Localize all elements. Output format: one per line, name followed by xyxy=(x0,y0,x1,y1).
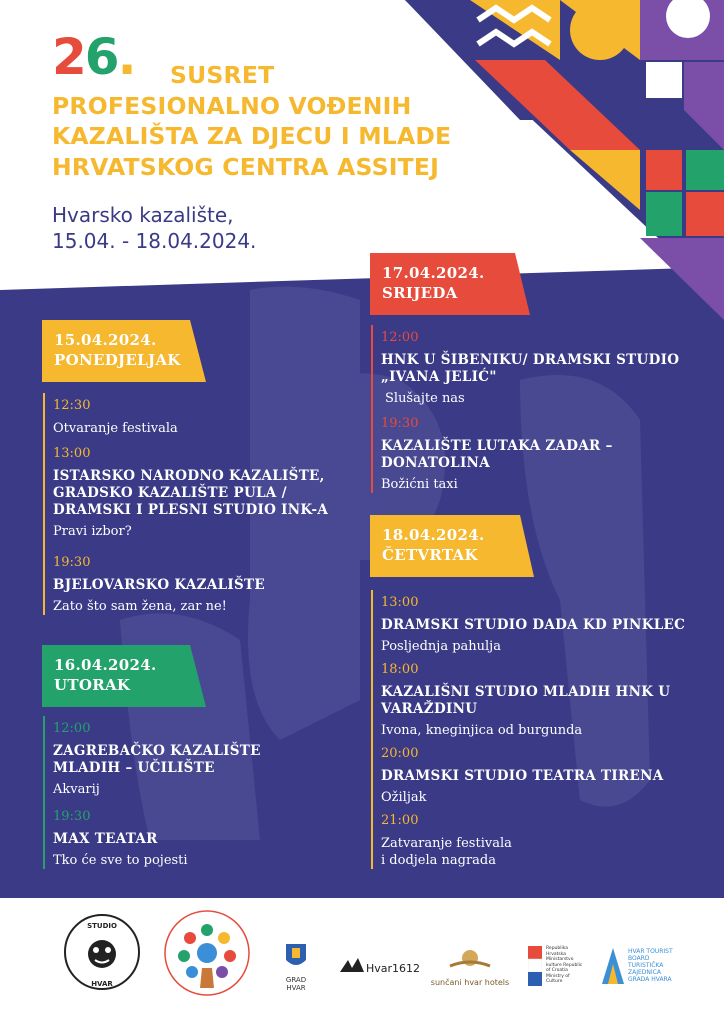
day4-weekday: ČETVRTAK xyxy=(382,546,478,564)
studio-logo xyxy=(62,912,142,992)
tourist-board-icon xyxy=(600,946,626,986)
event-time: 19:30 xyxy=(53,809,91,824)
venue-info xyxy=(52,202,256,254)
event-show: Ivona, kneginjica od burgunda xyxy=(381,723,583,738)
event-time: 18:00 xyxy=(381,662,419,677)
suncani-hvar-icon xyxy=(428,948,512,974)
svg-text:HVAR: HVAR xyxy=(91,980,113,988)
event-show: Slušajte nas xyxy=(385,391,465,406)
suncani-caption: sunčani hvar hotels xyxy=(430,978,510,987)
title-line-3: KAZALIŠTA ZA DJECU I MLADE xyxy=(52,122,452,150)
event-show: Ožiljak xyxy=(381,790,427,805)
tourist-board-logo xyxy=(600,946,680,990)
title-line-1: SUSRET xyxy=(170,61,275,89)
tourist-board-caption: HVAR TOURIST BOARD TURISTIČKA ZAJEDNICA GRADA HVARA xyxy=(628,948,673,983)
event-company: DONATOLINA xyxy=(381,455,490,471)
event-company: VARAŽDINU xyxy=(381,701,478,717)
event-time: 12:00 xyxy=(381,330,419,345)
grad-hvar-caption: GRAD HVAR xyxy=(285,976,307,992)
svg-text:STUDIO: STUDIO xyxy=(87,922,117,930)
grad-hvar-logo xyxy=(276,942,316,992)
edition-digit-2: 6 xyxy=(84,28,118,86)
event-company: ZAGREBAČKO KAZALIŠTE xyxy=(53,743,261,759)
event-show: Zato što sam žena, zar ne! xyxy=(53,599,227,614)
assitej-logo-icon xyxy=(162,908,252,998)
ministry-logo xyxy=(528,946,588,990)
day2-weekday: UTORAK xyxy=(54,676,131,694)
day3-weekday: SRIJEDA xyxy=(382,284,458,302)
day3-schedule xyxy=(371,325,701,493)
venue-name: Hvarsko kazalište, xyxy=(52,203,234,227)
title-line-2: PROFESIONALNO VOĐENIH xyxy=(52,91,412,120)
ministry-caption: Republika Hrvatska Ministarstvo kulture Republic of Croatia Ministry of Culture xyxy=(546,946,583,984)
event-company: ISTARSKO NARODNO KAZALIŠTE, xyxy=(53,468,325,484)
event-company: KAZALIŠTE LUTAKA ZADAR – xyxy=(381,438,613,454)
event-time: 13:00 xyxy=(381,595,419,610)
event-company: GRADSKO KAZALIŠTE PULA / xyxy=(53,485,287,501)
event-time: 13:00 xyxy=(53,446,91,461)
event-time: 19:30 xyxy=(381,416,419,431)
event-time: 21:00 xyxy=(381,813,419,828)
event-show: Pravi izbor? xyxy=(53,524,132,539)
hvar1612-logo xyxy=(338,954,421,984)
event-time: 19:30 xyxy=(53,555,91,570)
ministry-flag-icon xyxy=(528,946,542,986)
day2-schedule xyxy=(43,716,363,869)
event-time: 12:00 xyxy=(53,721,91,736)
title-line-4: HRVATSKOG CENTRA ASSITEJ xyxy=(52,152,440,181)
hvar1612-text: Hvar1612 xyxy=(366,962,421,975)
edition-dot: . xyxy=(117,28,135,86)
event-time: 12:30 xyxy=(53,398,91,413)
day1-date: 15.04.2024. xyxy=(54,331,157,349)
event-title: Zatvaranje festivala xyxy=(381,836,512,851)
suncani-hvar-logo xyxy=(428,948,512,987)
event-show: Božićni taxi xyxy=(381,477,458,492)
event-company: DRAMSKI I PLESNI STUDIO INK-A xyxy=(53,502,329,518)
event-company: „IVANA JELIĆ" xyxy=(381,369,497,385)
day4-header xyxy=(370,517,496,573)
event-show: Posljednja pahulja xyxy=(381,639,501,654)
day1-weekday: PONEDJELJAK xyxy=(54,351,181,369)
day4-schedule xyxy=(371,590,701,869)
festival-dates: 15.04. - 18.04.2024. xyxy=(52,229,257,253)
event-company: KAZALIŠNI STUDIO MLADIH HNK U xyxy=(381,684,671,700)
day1-schedule xyxy=(43,393,363,615)
event-title: Otvaranje festivala xyxy=(53,421,178,436)
studio-logo-icon xyxy=(62,912,142,992)
assitej-logo xyxy=(162,908,252,998)
event-company: DRAMSKI STUDIO DADA KD PINKLEC xyxy=(381,617,686,633)
event-time: 20:00 xyxy=(381,746,419,761)
day2-header xyxy=(42,647,168,703)
event-company: MAX TEATAR xyxy=(53,831,158,847)
edition-digit-1: 2 xyxy=(52,28,85,86)
festival-title xyxy=(52,60,492,182)
day2-date: 16.04.2024. xyxy=(54,656,157,674)
event-show: Tko će sve to pojesti xyxy=(53,853,188,868)
event-title: i dodjela nagrada xyxy=(381,853,497,868)
day3-header xyxy=(370,255,496,311)
event-company: HNK U ŠIBENIKU/ DRAMSKI STUDIO xyxy=(381,352,680,368)
day1-header xyxy=(42,322,193,378)
event-show: Akvarij xyxy=(53,782,100,797)
day4-date: 18.04.2024. xyxy=(382,526,485,544)
sponsor-footer xyxy=(0,898,724,1024)
event-company: MLADIH – UČILIŠTE xyxy=(53,760,215,776)
day3-date: 17.04.2024. xyxy=(382,264,485,282)
event-company: DRAMSKI STUDIO TEATRA TIRENA xyxy=(381,768,664,784)
grad-hvar-crest-icon xyxy=(276,942,316,972)
event-company: BJELOVARSKO KAZALIŠTE xyxy=(53,577,265,593)
